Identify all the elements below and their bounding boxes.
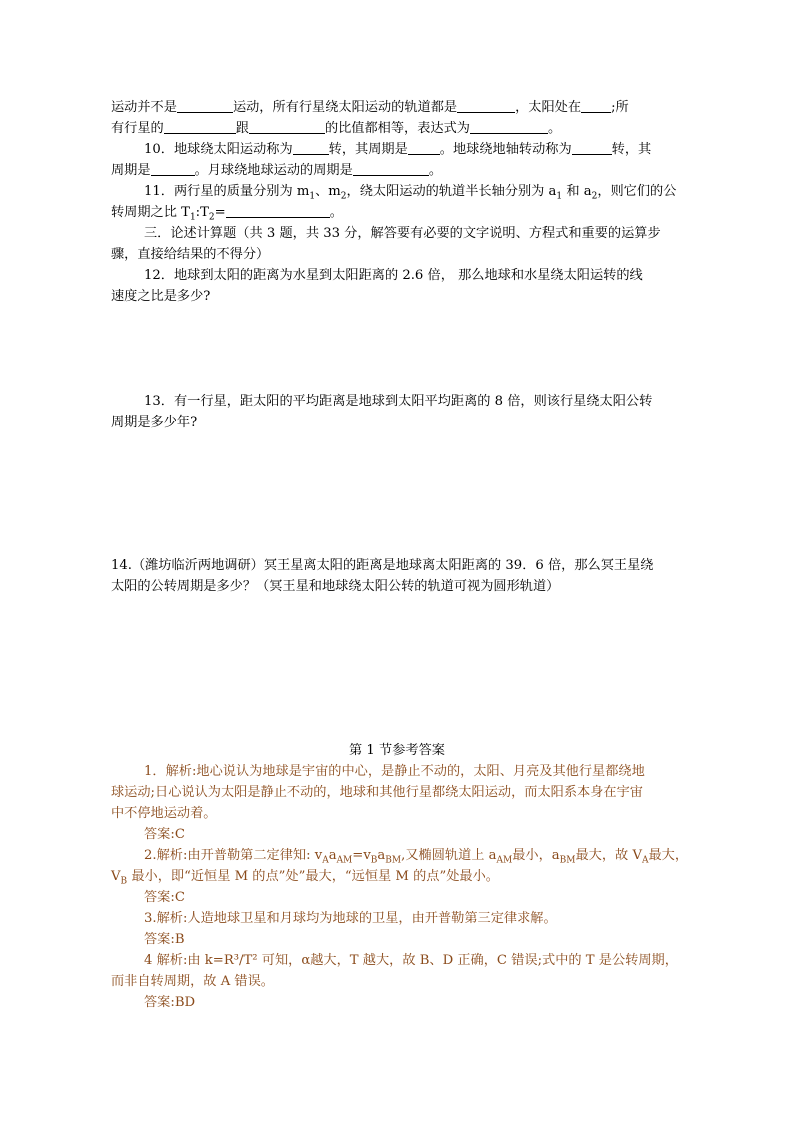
answers-title: 第 1 节参考答案 — [349, 743, 445, 758]
a2-answer: 答案:C — [144, 890, 185, 905]
q11-text-h: = — [214, 205, 226, 220]
subscript: A — [322, 855, 329, 866]
q11-text-b: 、m — [315, 184, 341, 199]
subscript: A — [641, 855, 649, 866]
subscript: BM — [385, 855, 402, 866]
answer-blank — [177, 98, 233, 113]
q9-text-a: 运动并不是 — [111, 100, 177, 115]
q11-text-f: 转周期之比 T — [111, 205, 190, 220]
q9-line1 — [111, 97, 683, 118]
q11-text-a: 11．两行星的质量分别为 m — [144, 184, 310, 199]
q14-line1: 14.（潍坊临沂两地调研）冥王星离太阳的距离是地球离太阳距离的 39．6 倍，那么冥王星绕 — [111, 558, 654, 573]
q9-text-f: 跟 — [235, 121, 249, 136]
q11-text-e: ，则它们的公 — [597, 184, 677, 199]
a2-text-a: 2.解析:由开普勒第二定律知: v — [144, 848, 323, 863]
a1-line3: 中不停地运动着。 — [111, 806, 217, 821]
a2-text-f: 最小，a — [512, 848, 560, 863]
a4-answer: 答案:BD — [144, 995, 196, 1010]
q10-text-b: 转，其周期是 — [328, 142, 408, 157]
section3-heading-line1: 三．论述计算题（共 3 题，共 33 分，解答要有必要的文字说明、方程式和重要的运算步 — [144, 226, 661, 241]
subscript: 2 — [340, 191, 347, 202]
a3-answer: 答案:B — [144, 932, 185, 947]
answer-blank — [226, 203, 330, 218]
a2-text-b: a — [328, 848, 337, 863]
a2-text-e: ,又椭圆轨道上 a — [401, 848, 497, 863]
a2-text-c: =v — [352, 848, 371, 863]
a2-line2 — [111, 866, 683, 893]
a2-text-g: 最大，故 V — [575, 848, 642, 863]
q9-text-h: 。 — [548, 121, 562, 136]
q9-text-g: 的比值都相等，表达式为 — [324, 121, 470, 136]
subscript: B — [120, 876, 128, 887]
answer-blank — [408, 140, 440, 155]
subscript: 2 — [591, 191, 598, 202]
a2-text-h: 最大， — [648, 848, 689, 863]
section3-heading-line2: 骤，直接给结果的不得分） — [111, 247, 270, 262]
a2-text-j: 最小，即“近恒星 M 的点”处”最大，“远恒星 M 的点”处最小。 — [127, 869, 499, 884]
q11-text-g: :T — [195, 205, 209, 220]
a2-text-d: a — [377, 848, 386, 863]
answer-blank — [572, 140, 612, 155]
q10-line1 — [144, 139, 651, 160]
q10-text-a: 10．地球绕太阳运动称为 — [144, 142, 293, 157]
subscript: 2 — [208, 212, 215, 223]
q11-text-c: ，绕太阳运动的轨道半长轴分别为 a — [346, 184, 557, 199]
answer-blank — [151, 161, 195, 176]
a2-text-i: V — [111, 869, 121, 884]
a4-line1: 4 解析:由 k=R³/T² 可知，α越大，T 越大，故 B、D 正确，C 错误;式中的 T 是公转周期， — [144, 953, 678, 968]
q9-text-e: 有行星的 — [111, 121, 164, 136]
q10-text-d: 转，其 — [611, 142, 652, 157]
answer-blank — [353, 161, 429, 176]
q10-text-e: 周期是 — [111, 163, 151, 178]
answer-blank — [457, 98, 515, 113]
q13-line1: 13．有一行星，距太阳的平均距离是地球到太阳平均距离的 8 倍，则该行星绕太阳公转 — [144, 394, 653, 409]
subscript: AM — [496, 855, 513, 866]
answer-blank — [293, 140, 329, 155]
q10-text-g: 。 — [428, 163, 442, 178]
q9-text-d: ;所 — [611, 100, 629, 115]
q12-line1: 12．地球到太阳的距离为水星到太阳距离的 2.6 倍， 那么地球和水星绕太阳运转的线 — [144, 268, 643, 283]
a1-answer: 答案:C — [144, 827, 185, 842]
q10-line2 — [111, 160, 683, 181]
q14-line2: 太阳的公转周期是多少？（冥王星和地球绕太阳公转的轨道可视为圆形轨道） — [111, 579, 560, 594]
q10-text-f: 。月球绕地球运动的周期是 — [194, 163, 353, 178]
answer-blank — [470, 119, 548, 134]
a3-line1: 3.解析:人造地球卫星和月球均为地球的卫星，由开普勒第三定律求解。 — [144, 911, 557, 926]
q9-text-c: ，太阳处在 — [515, 100, 582, 115]
q10-text-c: 。地球绕地轴转动称为 — [439, 142, 572, 157]
answer-blank — [164, 119, 236, 134]
subscript: B — [370, 855, 378, 866]
subscript: BM — [559, 855, 576, 866]
q11-text-d: 和 a — [562, 184, 592, 199]
answer-blank — [581, 98, 611, 113]
a1-line1: 1．解析:地心说认为地球是宇宙的中心，是静止不动的，太阳、月亮及其他行星都绕地 — [144, 764, 645, 779]
a4-line2: 而非自转周期，故 A 错误。 — [111, 974, 274, 989]
q9-text-b: 运动，所有行星绕太阳运动的轨道都是 — [232, 100, 458, 115]
subscript: 1 — [189, 212, 196, 223]
subscript: 1 — [556, 191, 563, 202]
subscript: AM — [336, 855, 353, 866]
q9-line2 — [111, 118, 683, 139]
q12-line2: 速度之比是多少? — [111, 289, 211, 304]
a1-line2: 球运动;日心说认为太阳是静止不动的，地球和其他行星都绕太阳运动，而太阳系本身在宇宙 — [111, 785, 643, 800]
subscript: 1 — [309, 191, 316, 202]
q13-line2: 周期是多少年? — [111, 415, 198, 430]
answer-blank — [249, 119, 325, 134]
q11-text-i: 。 — [329, 205, 343, 220]
